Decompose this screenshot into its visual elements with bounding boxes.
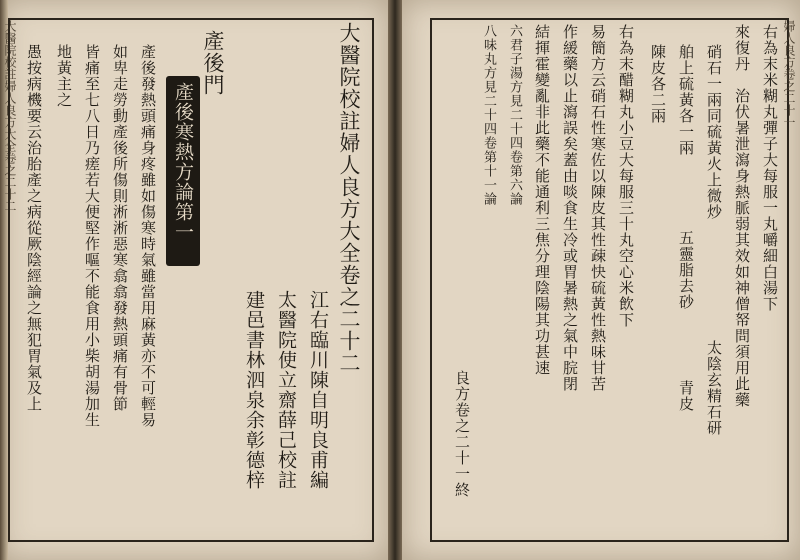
text-column-1: 右為末米糊丸彈子大每服一丸嚼細白湯下 (761, 24, 779, 312)
editor-line-3: 建邑書林泗泉余彰德梓 (243, 290, 265, 490)
left-page (0, 0, 388, 560)
text-column-2: 來復丹 治伏暑泄瀉身熱脈弱其效如神僧帑問須用此藥 (733, 24, 751, 408)
editor-line-1: 江右臨川陳自明良甫編 (307, 290, 329, 490)
right-page (402, 0, 800, 560)
chapter-footer: 良方卷之二十一終 (453, 370, 471, 498)
text-column-7: 易簡方云硝石性寒佐以陳皮其性疎快硫黃性熱味甘苦 (589, 24, 607, 392)
body-line-2: 如卑走勞動產後所傷則淅淅惡寒翕翕發熱頭痛有骨節 (111, 44, 129, 412)
text-column-3a: 硝石一兩同硫黃火上微炒 (705, 44, 723, 220)
text-column-4c: 青皮 (677, 380, 695, 412)
volume-title: 大醫院校註婦人良方大全卷之二十二 (337, 22, 361, 374)
text-column-6: 右為末醋糊丸小豆大每服三十丸空心米飲下 (617, 24, 635, 328)
spine-text-right: 婦人良方卷之二十一 (782, 20, 796, 128)
body-line-4: 地黃主之 (55, 44, 73, 108)
text-column-10: 六君子湯方見二十四卷第六論 (507, 24, 522, 206)
section-badge-text: 產後寒熱方論第一 (172, 82, 194, 242)
editor-line-2: 太醫院使立齋薛己校註 (275, 290, 297, 490)
text-column-5: 陳皮各二兩 (649, 44, 667, 124)
text-column-9: 結揮霍變亂非此藥不能通利三焦分理陰陽其功甚速 (533, 24, 551, 376)
text-column-4a: 舶上硫黃各一兩 (677, 44, 695, 156)
text-column-11: 八味丸方見二十四卷第十一論 (481, 24, 496, 206)
chapter-heading: 產後門 (201, 30, 225, 96)
book-gutter (388, 0, 402, 560)
text-column-3b: 太陰玄精石研 (705, 340, 723, 436)
section-badge (166, 76, 200, 266)
text-column-8: 作緩藥以止瀉誤矣蓋由啖食生冷或胃暑熱之氣中脘閉 (561, 24, 579, 392)
spine-text: 大醫院校註婦人良方大全卷之二十二 (3, 20, 17, 212)
body-line-5: 愚按病機要云治胎產之病從厥陰經論之無犯胃氣及上 (25, 44, 43, 412)
text-column-4b: 五靈脂去砂 (677, 230, 695, 310)
body-line-1: 產後發熱頭痛身疼雖如傷寒時氣雖當用麻黃亦不可輕易 (139, 44, 157, 428)
body-line-3: 皆痛至七八日乃瘥若大便堅作嘔不能食用小柴胡湯加生 (83, 44, 101, 428)
